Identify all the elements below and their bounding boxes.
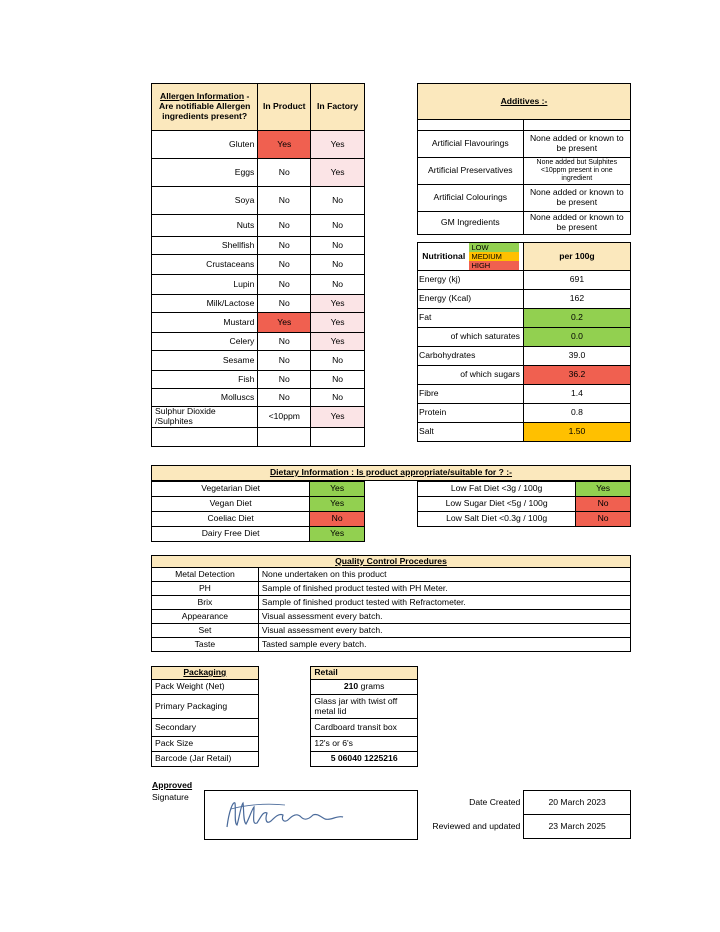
quality-row: [152, 610, 631, 624]
allergen-product: No: [258, 295, 311, 313]
nutrition-row: [418, 309, 631, 328]
allergen-name: Soya: [152, 187, 258, 215]
additive-value: None added but Sulphites <10ppm present in one ingredient: [523, 158, 630, 185]
quality-name: Appearance: [152, 610, 259, 624]
packaging-gap: [258, 737, 311, 752]
nutrition-value: 0.2: [523, 309, 630, 328]
dietary-value: Yes: [310, 527, 365, 542]
allergen-product: No: [258, 275, 311, 295]
additive-row: [418, 131, 631, 158]
dietary-title-text: Dietary Information : Is product appropriate/suitable for ? :-: [269, 467, 513, 478]
quality-row: [152, 624, 631, 638]
empty-cell: [152, 428, 258, 447]
dietary-name: Vegetarian Diet: [152, 482, 310, 497]
quality-row: [152, 638, 631, 652]
dietary-name: Dairy Free Diet: [152, 527, 310, 542]
allergen-name: Shellfish: [152, 237, 258, 255]
allergen-name: Fish: [152, 371, 258, 389]
dietary-title: [152, 466, 631, 481]
allergen-row-empty: [152, 428, 365, 447]
packaging-row: [152, 695, 418, 719]
nutrition-value: 162: [523, 290, 630, 309]
allergen-name: Milk/Lactose: [152, 295, 258, 313]
quality-name: Metal Detection: [152, 568, 259, 582]
allergen-table: [151, 83, 365, 447]
packaging-value: 12's or 6's: [311, 737, 418, 752]
dietary-row: [152, 482, 365, 497]
allergen-product: No: [258, 389, 311, 407]
allergen-header: [152, 84, 258, 131]
allergen-row: [152, 333, 365, 351]
allergen-row: [152, 187, 365, 215]
allergen-product: No: [258, 159, 311, 187]
allergen-name: Sesame: [152, 351, 258, 371]
approved-label: Approved: [152, 780, 193, 790]
signature-box[interactable]: [204, 790, 418, 840]
additives-spacer-left: [418, 120, 524, 131]
nutrition-value: 0.0: [523, 328, 630, 347]
allergen-row: [152, 275, 365, 295]
nutrition-name: of which sugars: [418, 366, 524, 385]
nutrition-value: 1.50: [523, 423, 630, 442]
quality-name: PH: [152, 582, 259, 596]
allergen-row: [152, 255, 365, 275]
quality-value: Sample of finished product tested with PH Meter.: [258, 582, 630, 596]
allergen-name: Eggs: [152, 159, 258, 187]
quality-value: Sample of finished product tested with Refractometer.: [258, 596, 630, 610]
nutrition-name: Fibre: [418, 385, 524, 404]
packaging-name: Secondary: [152, 719, 259, 737]
dietary-value: Yes: [310, 497, 365, 512]
nutrition-name: Fat: [418, 309, 524, 328]
allergen-factory: No: [311, 351, 365, 371]
dates-table: [428, 790, 631, 839]
dietary-row: [418, 482, 631, 497]
dietary-row: [152, 497, 365, 512]
allergen-col-factory: In Factory: [311, 84, 365, 131]
allergen-header-link[interactable]: Allergen Information: [160, 91, 245, 102]
allergen-factory: No: [311, 371, 365, 389]
nutrition-value: 691: [523, 271, 630, 290]
packaging-gap: [258, 695, 311, 719]
nutrition-name: Protein: [418, 404, 524, 423]
packaging-name: Pack Size: [152, 737, 259, 752]
date-created-label: Date Created: [428, 791, 524, 815]
nutrition-value: 0.8: [523, 404, 630, 423]
allergen-row: [152, 215, 365, 237]
nutrition-per: per 100g: [523, 243, 630, 271]
additive-row: [418, 158, 631, 185]
nutrition-row: [418, 290, 631, 309]
dietary-row: [418, 512, 631, 527]
nutrition-row: [418, 271, 631, 290]
quality-title: [152, 556, 631, 568]
nutrition-row: [418, 423, 631, 442]
dietary-name: Low Sugar Diet <5g / 100g: [418, 497, 576, 512]
quality-title-text: Quality Control Procedures: [335, 555, 447, 566]
packaging-value: 5 06040 1225216: [311, 752, 418, 767]
quality-name: Brix: [152, 596, 259, 610]
dietary-name: Vegan Diet: [152, 497, 310, 512]
nutrition-row: [418, 328, 631, 347]
dietary-row: [152, 512, 365, 527]
allergen-product: No: [258, 187, 311, 215]
pack-weight-number: 210: [343, 681, 359, 692]
legend-medium: MEDIUM: [469, 252, 519, 261]
packaging-name: Pack Weight (Net): [152, 680, 259, 695]
packaging-gap: [258, 667, 311, 680]
packaging-value: Glass jar with twist off metal lid: [311, 695, 418, 719]
nutrition-value: 1.4: [523, 385, 630, 404]
allergen-row: [152, 159, 365, 187]
legend-high: HIGH: [469, 261, 519, 270]
quality-name: Set: [152, 624, 259, 638]
allergen-name: Celery: [152, 333, 258, 351]
packaging-row: [152, 737, 418, 752]
dietary-value: No: [310, 512, 365, 527]
allergen-row: [152, 389, 365, 407]
allergen-name: Sulphur Dioxide /Sulphites: [152, 407, 258, 428]
reviewed-value: 23 March 2025: [524, 815, 631, 839]
quality-value: Visual assessment every batch.: [258, 610, 630, 624]
allergen-product: No: [258, 371, 311, 389]
allergen-row: [152, 295, 365, 313]
allergen-name: Gluten: [152, 131, 258, 159]
allergen-factory: No: [311, 255, 365, 275]
additive-name: Artificial Preservatives: [418, 158, 524, 185]
allergen-row: [152, 351, 365, 371]
allergen-row: [152, 407, 365, 428]
packaging-name: Barcode (Jar Retail): [152, 752, 259, 767]
nutrition-row: [418, 404, 631, 423]
allergen-name: Mustard: [152, 313, 258, 333]
dietary-value: Yes: [310, 482, 365, 497]
allergen-product: No: [258, 237, 311, 255]
allergen-factory: Yes: [311, 159, 365, 187]
empty-cell: [311, 428, 365, 447]
allergen-factory: No: [311, 237, 365, 255]
additives-spacer-right: [523, 120, 630, 131]
nutrition-name: Carbohydrates: [418, 347, 524, 366]
nutrition-value: 36.2: [523, 366, 630, 385]
nutrition-name: Energy (kj): [418, 271, 524, 290]
allergen-product: <10ppm: [258, 407, 311, 428]
allergen-header-text: - Are notifiable Allergen ingredients present?: [158, 91, 251, 121]
packaging-title: [152, 667, 259, 680]
allergen-row: [152, 313, 365, 333]
allergen-factory: No: [311, 187, 365, 215]
allergen-factory: Yes: [311, 407, 365, 428]
quality-value: Visual assessment every batch.: [258, 624, 630, 638]
allergen-col-product: In Product: [258, 84, 311, 131]
allergen-factory: Yes: [311, 333, 365, 351]
reviewed-label: Reviewed and updated: [428, 815, 524, 839]
allergen-product: No: [258, 333, 311, 351]
additives-title: [418, 84, 631, 120]
quality-name: Taste: [152, 638, 259, 652]
allergen-name: Crustaceans: [152, 255, 258, 275]
additive-value: None added or known to be present: [523, 185, 630, 212]
additive-value: None added or known to be present: [523, 212, 630, 235]
pack-weight-unit: grams: [358, 681, 385, 692]
quality-row: [152, 596, 631, 610]
additive-value: None added or known to be present: [523, 131, 630, 158]
quality-value: Tasted sample every batch.: [258, 638, 630, 652]
retail-title: Retail: [311, 667, 418, 680]
nutrition-legend: [469, 243, 523, 271]
allergen-row: [152, 131, 365, 159]
dietary-title-table: [151, 465, 631, 481]
nutrition-table: [417, 242, 631, 442]
allergen-name: Lupin: [152, 275, 258, 295]
additive-name: GM Ingredients: [418, 212, 524, 235]
quality-row: [152, 568, 631, 582]
nutrition-label: Nutritional: [418, 243, 470, 271]
dietary-value: No: [576, 497, 631, 512]
nutrition-value: 39.0: [523, 347, 630, 366]
dietary-left-table: [151, 481, 365, 542]
dietary-value: Yes: [576, 482, 631, 497]
quality-table: [151, 555, 631, 652]
packaging-row: [152, 719, 418, 737]
signature-image: [205, 791, 417, 839]
signature-label: Signature: [152, 792, 189, 802]
dietary-name: Coeliac Diet: [152, 512, 310, 527]
packaging-title-text: Packaging: [183, 667, 227, 678]
nutrition-name: Energy (Kcal): [418, 290, 524, 309]
allergen-product: Yes: [258, 131, 311, 159]
allergen-factory: Yes: [311, 131, 365, 159]
additives-title-text: Additives :-: [500, 95, 548, 106]
allergen-factory: No: [311, 215, 365, 237]
packaging-gap: [258, 719, 311, 737]
additive-name: Artificial Colourings: [418, 185, 524, 212]
dietary-value: No: [576, 512, 631, 527]
dietary-row: [152, 527, 365, 542]
allergen-factory: No: [311, 275, 365, 295]
dietary-name: Low Fat Diet <3g / 100g: [418, 482, 576, 497]
date-created-value: 20 March 2023: [524, 791, 631, 815]
additive-row: [418, 212, 631, 235]
dietary-name: Low Salt Diet <0.3g / 100g: [418, 512, 576, 527]
allergen-name: Nuts: [152, 215, 258, 237]
allergen-product: No: [258, 255, 311, 275]
allergen-product: No: [258, 351, 311, 371]
allergen-product: No: [258, 215, 311, 237]
allergen-product: Yes: [258, 313, 311, 333]
packaging-row: [152, 752, 418, 767]
packaging-gap: [258, 752, 311, 767]
dietary-right-table: [417, 481, 631, 527]
allergen-row: [152, 237, 365, 255]
allergen-factory: Yes: [311, 313, 365, 333]
additive-row: [418, 185, 631, 212]
allergen-factory: Yes: [311, 295, 365, 313]
allergen-name: Molluscs: [152, 389, 258, 407]
legend-low: LOW: [469, 243, 519, 252]
packaging-value: [311, 680, 418, 695]
nutrition-row: [418, 385, 631, 404]
quality-value: None undertaken on this product: [258, 568, 630, 582]
dietary-row: [418, 497, 631, 512]
nutrition-name: of which saturates: [418, 328, 524, 347]
packaging-row: [152, 680, 418, 695]
nutrition-name: Salt: [418, 423, 524, 442]
nutrition-row: [418, 366, 631, 385]
packaging-gap: [258, 680, 311, 695]
allergen-factory: No: [311, 389, 365, 407]
nutrition-row: [418, 347, 631, 366]
quality-row: [152, 582, 631, 596]
packaging-value: Cardboard transit box: [311, 719, 418, 737]
allergen-row: [152, 371, 365, 389]
additives-table: [417, 83, 631, 235]
packaging-table: [151, 666, 418, 767]
packaging-name: Primary Packaging: [152, 695, 259, 719]
empty-cell: [258, 428, 311, 447]
additive-name: Artificial Flavourings: [418, 131, 524, 158]
